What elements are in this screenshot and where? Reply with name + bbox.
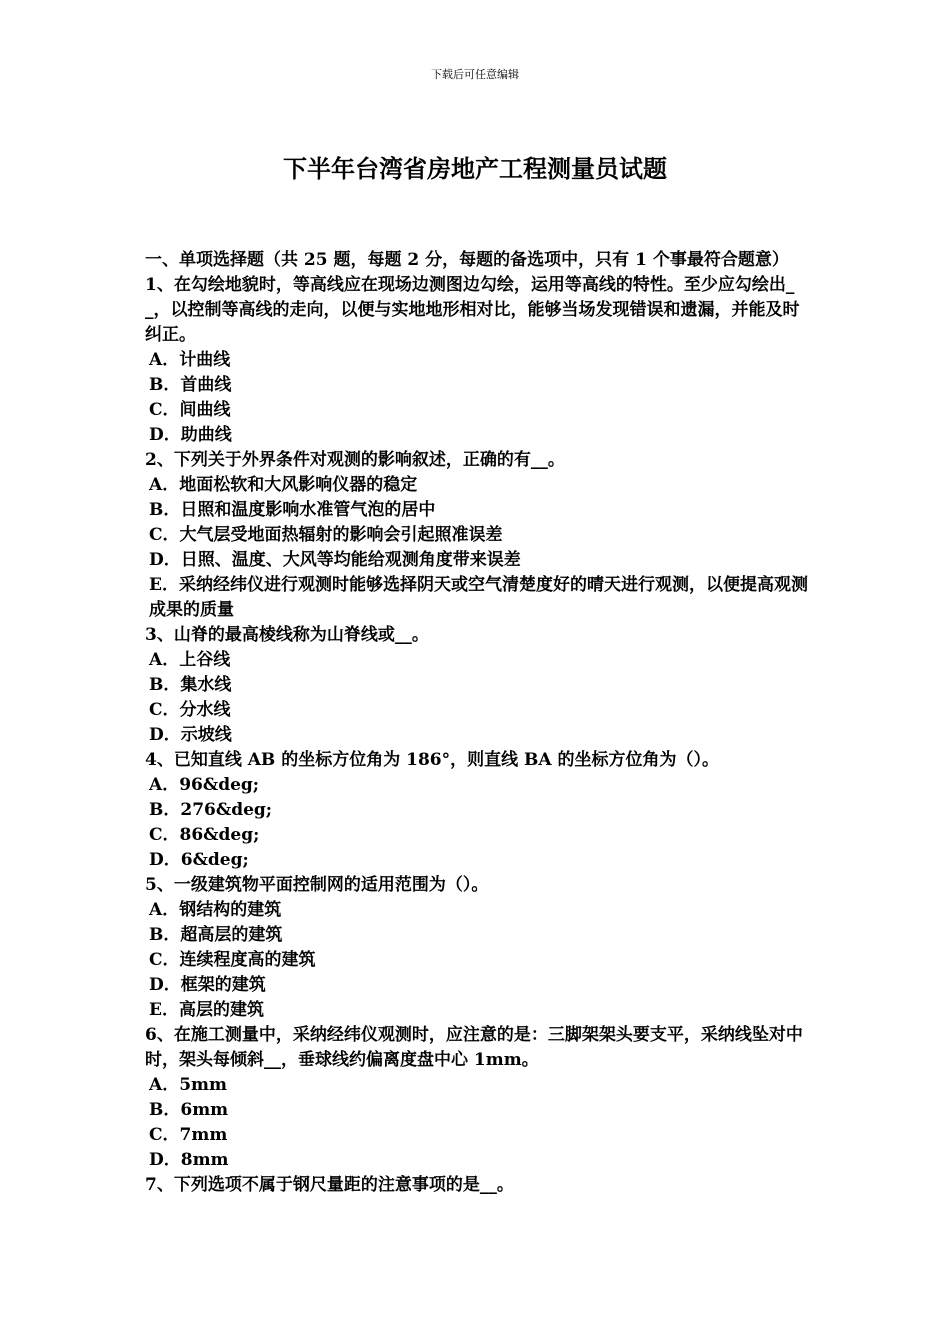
option-c: C．大气层受地面热辐射的影响会引起照准误差 xyxy=(149,525,503,545)
option-d: D．框架的建筑 xyxy=(149,975,266,995)
option-d: D．示坡线 xyxy=(149,725,232,745)
option-b: B．首曲线 xyxy=(149,375,232,395)
option-a: A．计曲线 xyxy=(149,350,231,370)
question-stem: 7、下列选项不属于钢尺量距的注意事项的是__。 xyxy=(145,1175,514,1195)
document-body xyxy=(145,248,810,1198)
question-5 xyxy=(145,873,810,1023)
option-b: B．276&deg; xyxy=(149,800,273,820)
question-stem: 6、在施工测量中，采纳经纬仪观测时，应注意的是：三脚架架头要支平，采纳线坠对中时，架头每倾斜__，垂球线约偏离度盘中心 1mm。 xyxy=(145,1025,803,1070)
question-3 xyxy=(145,623,810,748)
option-d: D．6&deg; xyxy=(149,850,249,870)
option-d: D．日照、温度、大风等均能给观测角度带来误差 xyxy=(149,550,521,570)
option-a: A．钢结构的建筑 xyxy=(149,900,282,920)
question-1 xyxy=(145,273,810,448)
question-2 xyxy=(145,448,810,623)
option-a: A．地面松软和大风影响仪器的稳定 xyxy=(149,475,418,495)
option-e: E．高层的建筑 xyxy=(149,1000,264,1020)
option-d: D．助曲线 xyxy=(149,425,232,445)
question-7 xyxy=(145,1173,810,1198)
section-heading: 一、单项选择题（共 25 题，每题 2 分，每题的备选项中，只有 1 个事最符合题意） xyxy=(145,250,789,270)
option-b: B．集水线 xyxy=(149,675,232,695)
option-c: C．间曲线 xyxy=(149,400,231,420)
question-stem: 3、山脊的最高棱线称为山脊线或__。 xyxy=(145,625,429,645)
option-c: C．连续程度高的建筑 xyxy=(149,950,316,970)
question-stem: 5、一级建筑物平面控制网的适用范围为（）。 xyxy=(145,875,489,895)
question-6 xyxy=(145,1023,810,1173)
option-a: A．上谷线 xyxy=(149,650,231,670)
option-d: D．8mm xyxy=(149,1150,229,1170)
option-b: B．6mm xyxy=(149,1100,229,1120)
option-c: C．86&deg; xyxy=(149,825,260,845)
option-a: A．5mm xyxy=(149,1075,227,1095)
question-stem: 2、下列关于外界条件对观测的影响叙述，正确的有__。 xyxy=(145,450,565,470)
option-a: A．96&deg; xyxy=(149,775,260,795)
option-c: C．7mm xyxy=(149,1125,228,1145)
option-c: C．分水线 xyxy=(149,700,231,720)
option-b: B．超高层的建筑 xyxy=(149,925,283,945)
page-title: 下半年台湾省房地产工程测量员试题 xyxy=(283,155,667,183)
question-stem: 4、已知直线 AB 的坐标方位角为 186°，则直线 BA 的坐标方位角为（）。 xyxy=(145,750,720,770)
option-e: E．采纳经纬仪进行观测时能够选择阴天或空气清楚度好的晴天进行观测，以便提高观测成果的质量 xyxy=(149,575,808,620)
header-note: 下载后可任意编辑 xyxy=(431,68,519,81)
question-4 xyxy=(145,748,810,873)
question-stem: 1、在勾绘地貌时，等高线应在现场边测图边勾绘，运用等高线的特性。至少应勾绘出__，以控制等高线的走向，以便与实地地形相对比，能够当场发现错误和遗漏，并能及时纠正。 xyxy=(145,275,800,345)
option-b: B．日照和温度影响水准管气泡的居中 xyxy=(149,500,436,520)
